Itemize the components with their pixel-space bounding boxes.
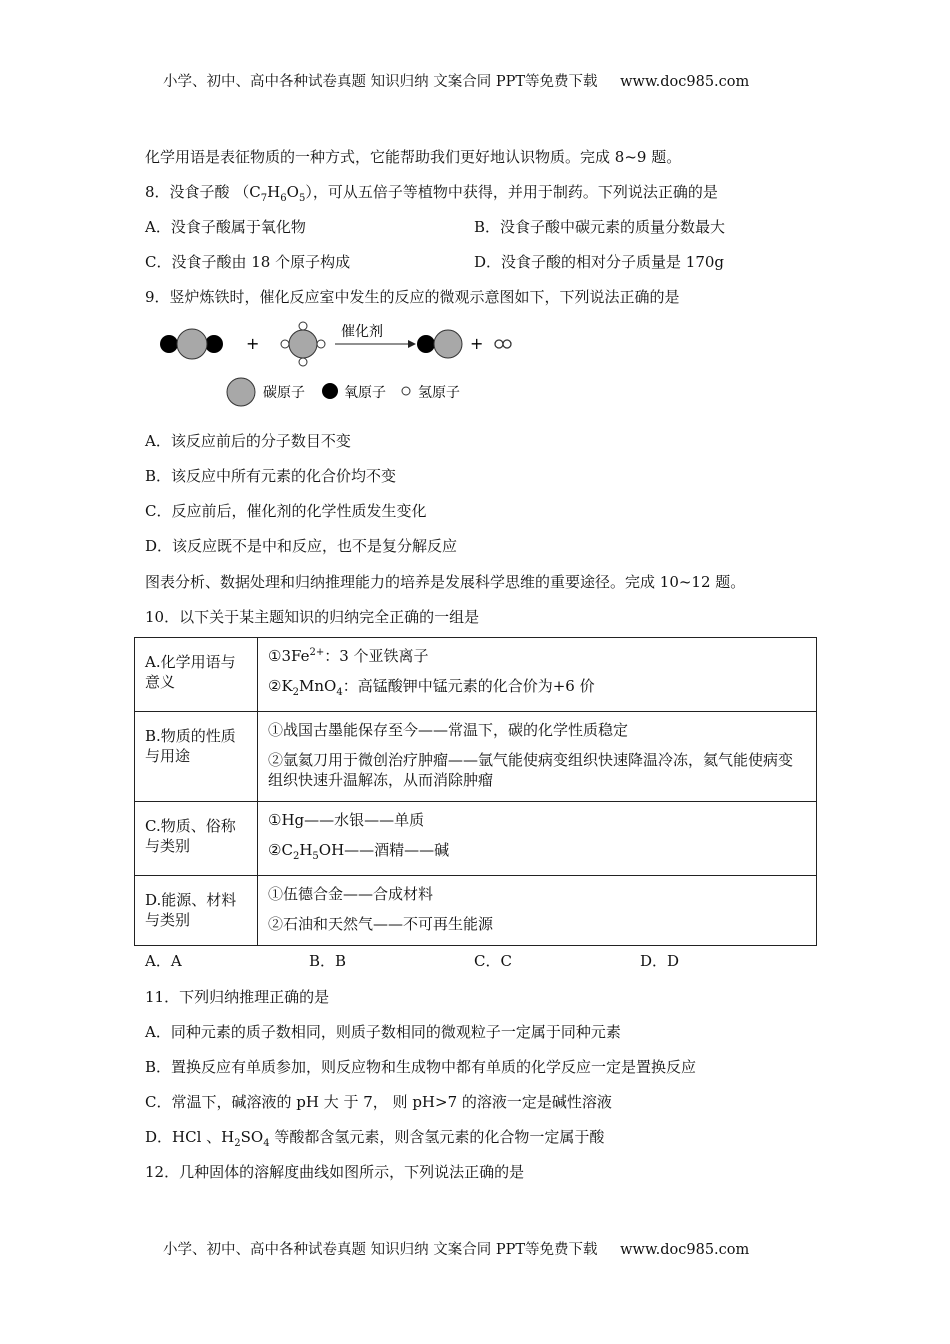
intro-10-12: 图表分析、数据处理和归纳推理能力的培养是发展科学思维的重要途径。完成 10~12 题。: [145, 573, 746, 591]
text: ②C: [268, 841, 293, 859]
q8-sub: 6: [280, 193, 287, 204]
row-item: ①Hg——水银——单质: [268, 811, 425, 829]
q11-stem: 11．下列归纳推理正确的是: [145, 988, 330, 1006]
q9-option-c: C．反应前后，催化剂的化学性质发生变化: [145, 502, 427, 520]
table-row: [135, 638, 817, 712]
header-text: 小学、初中、高中各种试卷真题 知识归纳 文案合同 PPT等免费下载: [163, 74, 598, 90]
sub: 2: [292, 687, 300, 698]
q10-option-c: C．C: [474, 952, 512, 970]
text: ①3Fe: [268, 647, 310, 665]
text: 等酸都含氢元素，则含氢元素的化合物一定属于酸: [269, 1128, 605, 1146]
q11-option-a: A．同种元素的质子数相同，则质子数相同的微观粒子一定属于同种元素: [145, 1023, 621, 1041]
sub: 4: [263, 1138, 270, 1149]
row-item: ②石油和天然气——不可再生能源: [268, 915, 494, 933]
text: D．HCl 、H: [145, 1128, 235, 1146]
q10-option-d: D．D: [640, 952, 680, 970]
row-item: ①战国古墨能保存至今——常温下，碳的化学性质稳定: [268, 721, 629, 739]
table-row: [135, 876, 817, 946]
q8-option-b: B．没食子酸中碳元素的质量分数最大: [474, 218, 726, 236]
text: ：高锰酸钾中锰元素的化合价为+6 价: [342, 677, 595, 695]
q8-sub: 5: [298, 193, 306, 204]
co-molecule: [417, 330, 462, 358]
row-key: B.物质的性质与用途: [135, 712, 258, 802]
arrow-icon: [335, 340, 416, 348]
legend-oxygen-icon: [322, 383, 338, 399]
catalyst-label: 催化剂: [341, 324, 383, 340]
row-values: [258, 638, 817, 712]
q11-option-b: B．置换反应有单质参加，则反应物和生成物中都有单质的化学反应一定是置换反应: [145, 1058, 697, 1076]
legend-hydrogen-icon: [402, 387, 410, 395]
row-values: [258, 876, 817, 946]
sup: 2+: [309, 647, 325, 658]
q9-stem: 9．竖炉炼铁时，催化反应室中发生的反应的微观示意图如下，下列说法正确的是: [145, 288, 680, 306]
footer-url[interactable]: www.doc985.com: [620, 1242, 750, 1258]
row-item: [268, 676, 806, 696]
q9-option-b: B．该反应中所有元素的化合价均不变: [145, 467, 397, 485]
q8-stem-part: 8．没食子酸 （C: [145, 183, 261, 201]
row-key: D.能源、材料与类别: [135, 876, 258, 946]
q8-sub: 7: [260, 193, 268, 204]
row-item: ①伍德合金——合成材料: [268, 885, 434, 903]
q8-stem-part: H: [267, 183, 281, 201]
sub: 2: [292, 851, 300, 862]
q9-option-a: A．该反应前后的分子数目不变: [145, 432, 351, 450]
text: ：3 个亚铁离子: [324, 647, 429, 665]
row-item: [268, 646, 806, 666]
row-item: [268, 840, 806, 860]
q8-option-c: C．没食子酸由 18 个原子构成: [145, 253, 351, 271]
table-row: [135, 802, 817, 876]
row-values: [258, 712, 817, 802]
q10-option-b: B．B: [309, 952, 347, 970]
reaction-diagram: [150, 318, 530, 413]
h2-molecule: [495, 340, 511, 348]
q12-stem: 12．几种固体的溶解度曲线如图所示，下列说法正确的是: [145, 1163, 525, 1181]
intro-8-9: 化学用语是表征物质的一种方式，它能帮助我们更好地认识物质。完成 8~9 题。: [145, 148, 682, 166]
row-key: A.化学用语与意义: [135, 638, 258, 712]
q11-option-c: C．常温下，碱溶液的 pH 大 于 7， 则 pH>7 的溶液一定是碱性溶液: [145, 1093, 612, 1111]
q10-stem: 10．以下关于某主题知识的归纳完全正确的一组是: [145, 608, 480, 626]
text: MnO: [299, 677, 337, 695]
sub: 2: [234, 1138, 241, 1149]
co2-molecule: [160, 329, 223, 359]
q8-option-d: D．没食子酸的相对分子质量是 170g: [474, 253, 725, 271]
legend-carbon-icon: [227, 378, 255, 406]
sub: 5: [312, 851, 319, 862]
q8-stem-part: ），可从五倍子等植物中获得，并用于制药。下列说法正确的是: [305, 183, 718, 201]
ch4-molecule: [281, 322, 325, 366]
knowledge-table: [134, 637, 817, 946]
text: SO: [240, 1128, 264, 1146]
q10-option-a: A．A: [145, 952, 182, 970]
legend-carbon-label: 碳原子: [263, 385, 305, 401]
q9-option-d: D．该反应既不是中和反应，也不是复分解反应: [145, 537, 458, 555]
plus-sign: +: [470, 334, 484, 353]
text: OH——酒精——碱: [318, 841, 450, 859]
footer-text: 小学、初中、高中各种试卷真题 知识归纳 文案合同 PPT等免费下载: [163, 1242, 598, 1258]
q8-option-a: A．没食子酸属于氧化物: [145, 218, 306, 236]
table-row: [135, 712, 817, 802]
plus-sign: +: [246, 334, 260, 353]
legend-oxygen-label: 氧原子: [344, 385, 386, 401]
row-values: [258, 802, 817, 876]
legend-hydrogen-label: 氢原子: [418, 385, 460, 401]
sub: 4: [336, 687, 343, 698]
row-item: ②氩氦刀用于微创治疗肿瘤——氩气能使病变组织快速降温冷冻，氦气能使病变组织快速升温解冻，从而消除肿瘤: [268, 751, 794, 789]
text: ②K: [268, 677, 293, 695]
q8-stem-part: O: [286, 183, 299, 201]
row-key: C.物质、俗称与类别: [135, 802, 258, 876]
text: H: [299, 841, 313, 859]
header: [163, 70, 749, 91]
header-url[interactable]: www.doc985.com: [620, 74, 750, 90]
q11-option-d: [145, 1127, 604, 1147]
q8-stem: [145, 182, 718, 202]
footer: [163, 1238, 749, 1259]
